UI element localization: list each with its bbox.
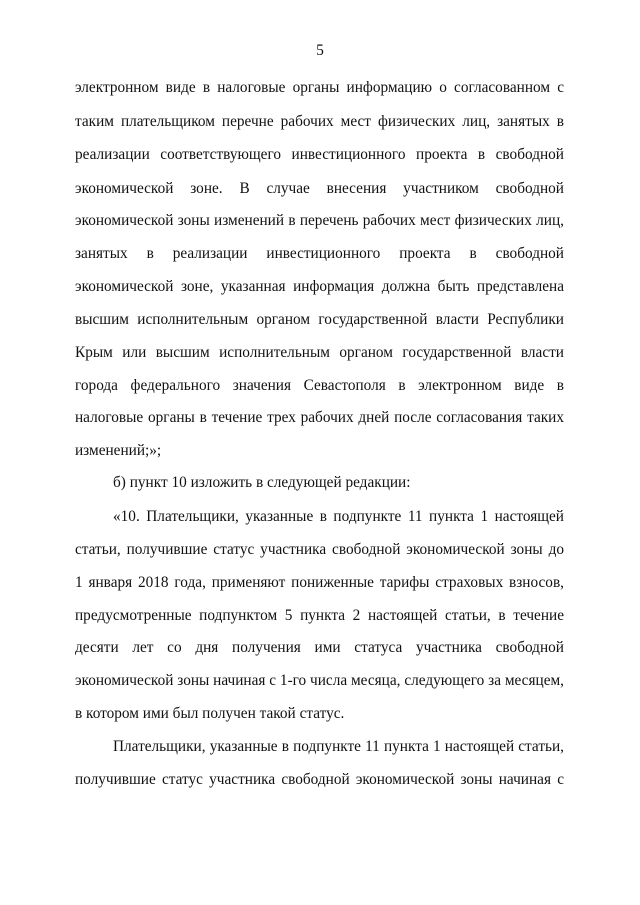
text-line: города федерального значения Севастополя в электронном виде в [75, 377, 564, 394]
text-line: электронном виде в налоговые органы информацию о согласованном с [75, 79, 564, 96]
text-line: высшим исполнительным органом государственной власти Республики [75, 311, 564, 328]
text-line: десяти лет со дня получения ими статуса участника свободной [75, 639, 564, 656]
text-line: получившие статус участника свободной экономической зоны начиная с [75, 771, 564, 788]
text-line: «10. Плательщики, указанные в подпункте 11 пункта 1 настоящей [113, 508, 564, 525]
text-line: экономической зоны начиная с 1-го числа месяца, следующего за месяцем, [75, 672, 564, 689]
page-number: 5 [316, 42, 324, 59]
text-line: таким плательщиком перечне рабочих мест физических лиц, занятых в [75, 113, 564, 130]
text-line: 1 января 2018 года, применяют пониженные тарифы страховых взносов, [75, 574, 564, 591]
text-line: изменений;»; [75, 442, 162, 459]
text-line: б) пункт 10 изложить в следующей редакции: [113, 474, 411, 491]
text-line: занятых в реализации инвестиционного проекта в свободной [75, 245, 564, 262]
text-line: экономической зоне, указанная информация должна быть представлена [75, 278, 564, 295]
text-line: Крым или высшим исполнительным органом государственной власти [75, 344, 564, 361]
text-line: экономической зоны изменений в перечень рабочих мест физических лиц, [75, 212, 564, 229]
text-line: статьи, получившие статус участника свободной экономической зоны до [75, 541, 564, 558]
text-line: Плательщики, указанные в подпункте 11 пункта 1 настоящей статьи, [113, 738, 564, 755]
text-line: реализации соответствующего инвестиционного проекта в свободной [75, 146, 564, 163]
text-line: налоговые органы в течение трех рабочих дней после согласования таких [75, 409, 564, 426]
text-line: экономической зоне. В случае внесения участником свободной [75, 180, 564, 197]
text-line: в котором ими был получен такой статус. [75, 705, 345, 722]
text-line: предусмотренные подпунктом 5 пункта 2 настоящей статьи, в течение [75, 607, 564, 624]
